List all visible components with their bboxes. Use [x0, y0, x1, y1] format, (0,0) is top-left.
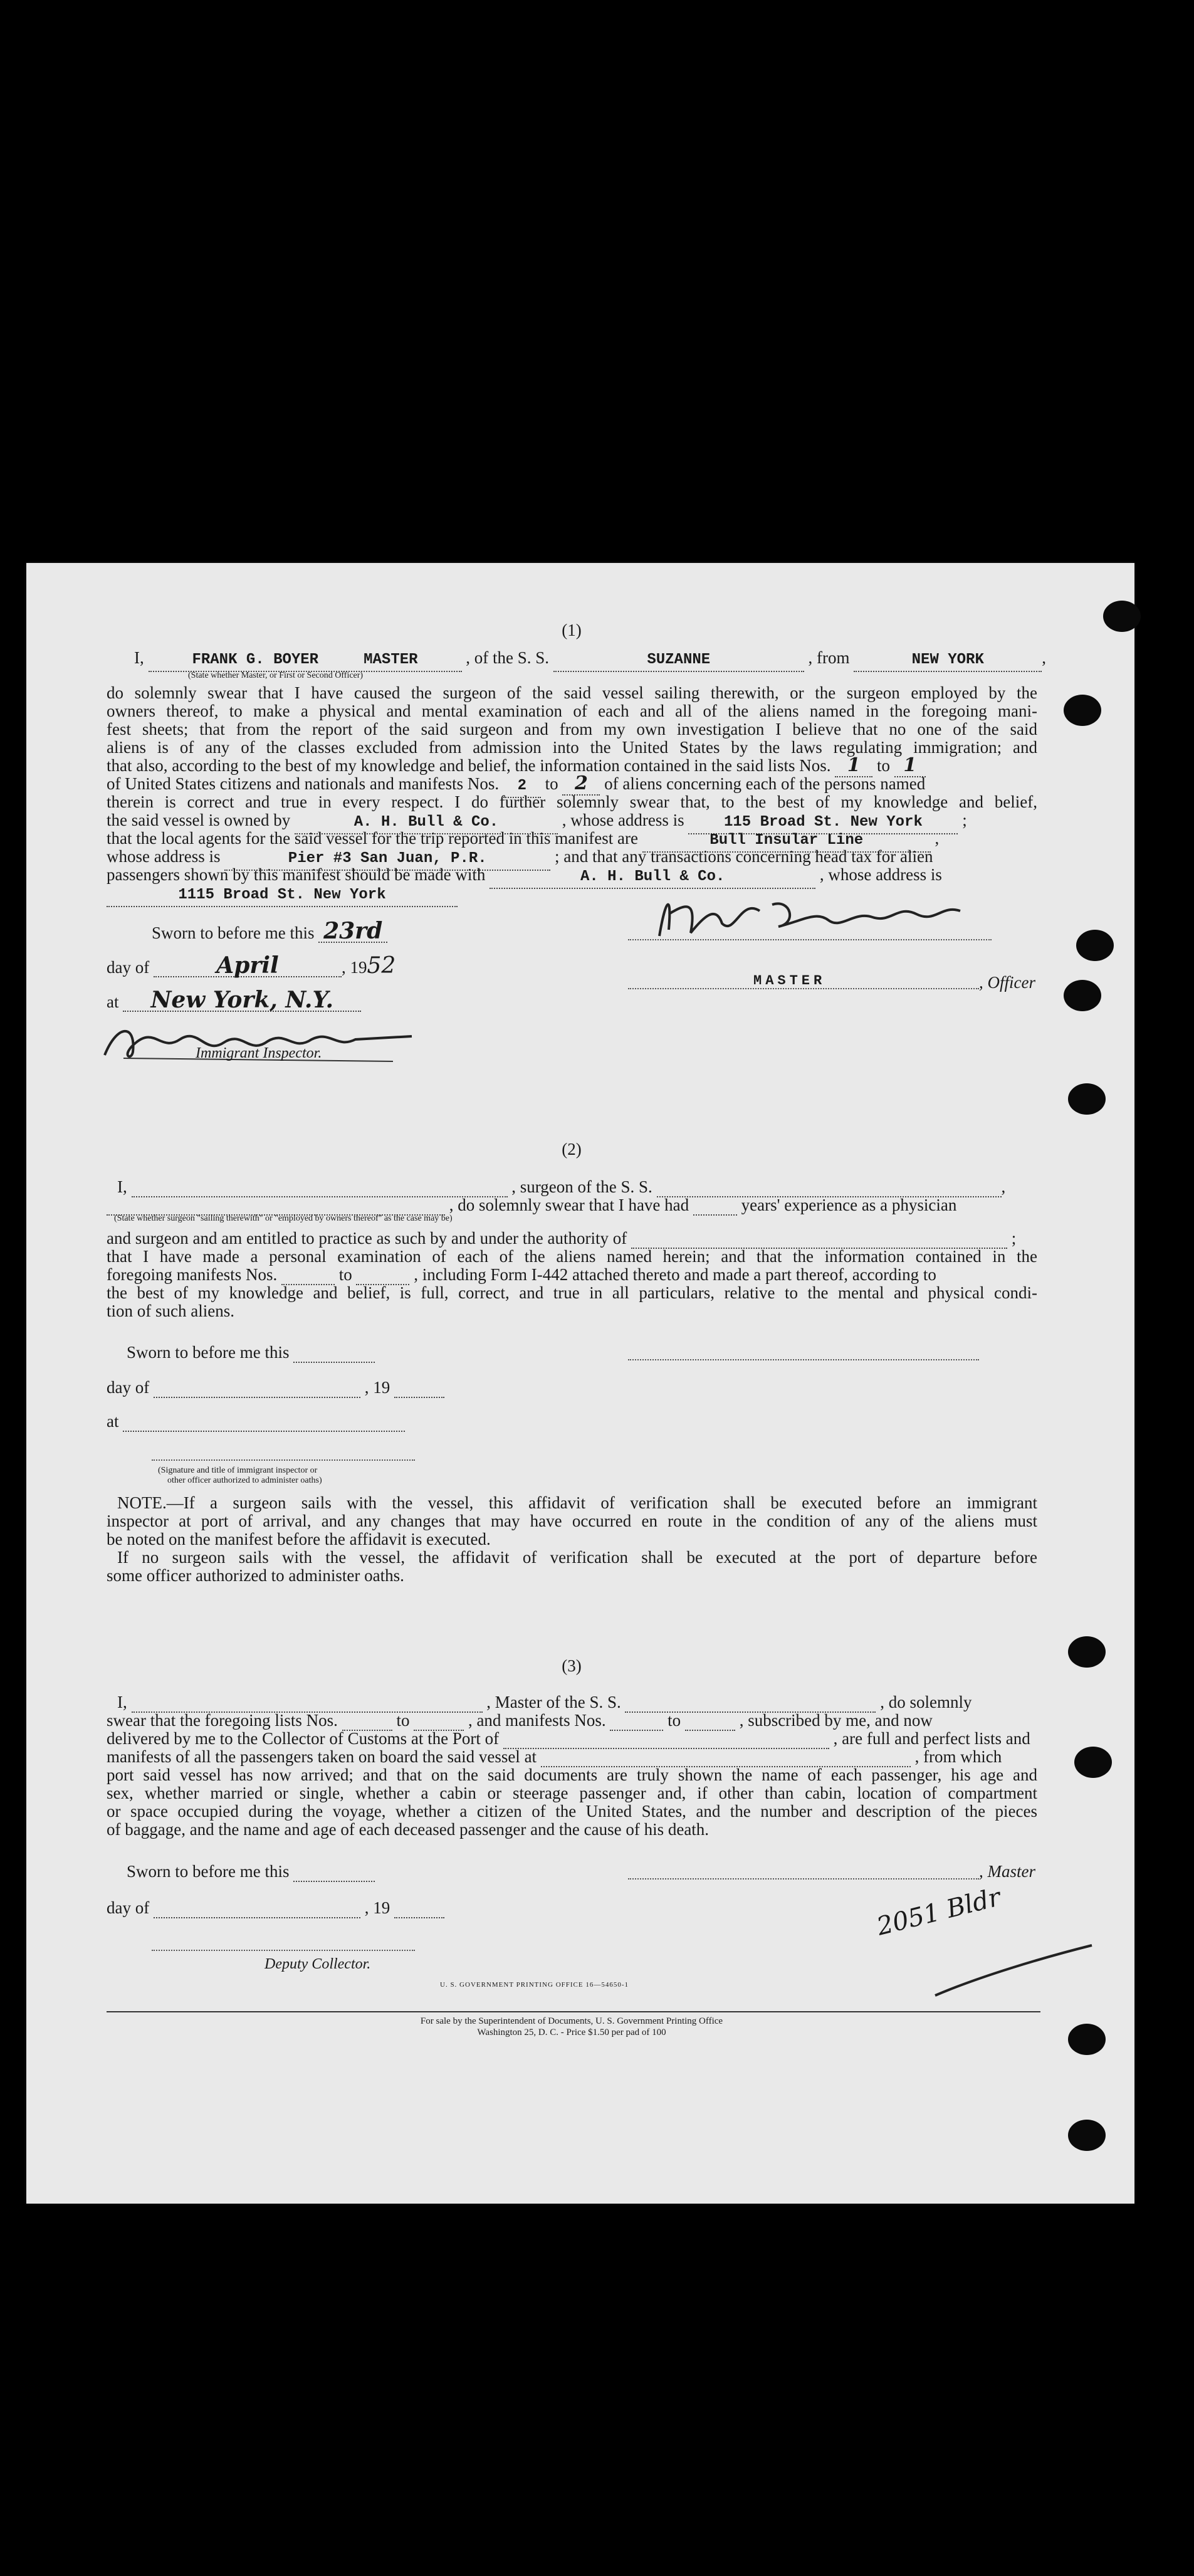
- note-line: be noted on the manifest before the affidavit is executed.: [107, 1530, 491, 1548]
- label-to: to: [545, 774, 558, 793]
- deputy-signature-line[interactable]: [152, 1950, 415, 1951]
- head-tax-address-field[interactable]: 1115 Broad St. New York: [107, 885, 458, 907]
- years-field[interactable]: [693, 1198, 737, 1216]
- section-2-year-field[interactable]: [394, 1380, 444, 1398]
- sworn-day-field[interactable]: 23rd: [318, 920, 387, 943]
- punch-hole: [1064, 695, 1101, 726]
- section-2-text-line: the best of my knowledge and belief, is full, correct, and true in all particulars, relative to the mental and physical condi-: [107, 1283, 1037, 1302]
- sworn-label: Sworn to before me this: [152, 923, 315, 942]
- sig-note-line-1: (Signature and title of immigrant inspector or: [158, 1466, 318, 1475]
- lists-to-field[interactable]: 1: [894, 755, 926, 777]
- manifests-label: of United States citizens and nationals and manifests Nos.: [107, 774, 500, 793]
- day-of-label: day of: [107, 1898, 150, 1917]
- label-i: I,: [117, 1177, 127, 1196]
- label-master-of: , Master of the S. S.: [486, 1693, 621, 1711]
- sale-line-1: For sale by the Superintendent of Documents, U. S. Government Printing Office: [420, 2016, 723, 2026]
- head-tax-label: ; and that any transactions concerning head tax for alien: [554, 847, 933, 866]
- section-2-month-field[interactable]: [154, 1380, 360, 1398]
- place-field[interactable]: New York, N.Y.: [123, 989, 361, 1012]
- section-3-text-line: of baggage, and the name and age of each deceased passenger and the cause of his death.: [107, 1820, 710, 1839]
- section-1-text-line: do solemnly swear that I have caused the surgeon of the said vessel sailing therewith, or the surgeon employed by the: [107, 683, 1037, 702]
- handwritten-annotation: 2051 Bldr: [874, 1883, 1004, 1942]
- document-page: [26, 563, 1134, 2204]
- at-line: [107, 989, 361, 1012]
- month-field[interactable]: April: [154, 955, 342, 977]
- section-2-sworn-line: [127, 1342, 375, 1363]
- section-1-owner-line: the said vessel is owned by A. H. Bull & Co. , whose address is 115 Broad St. New York ;: [107, 809, 967, 834]
- section-3-sworn-line: [127, 1861, 375, 1882]
- sworn-label: Sworn to before me this: [127, 1862, 290, 1881]
- punch-hole: [1076, 930, 1114, 961]
- note-line: If no surgeon sails with the vessel, the affidavit of verification shall be executed at the port of departure before: [117, 1548, 1037, 1567]
- section-1-agents-line: that the local agents for the said vessel for the trip reported in this manifest are Bull Insular Line ,: [107, 828, 939, 853]
- section-2-text-line: tion of such aliens.: [107, 1301, 234, 1320]
- at-label: at: [107, 1412, 119, 1431]
- agents-field[interactable]: Bull Insular Line: [642, 830, 931, 853]
- label-to: to: [668, 1711, 681, 1730]
- lists-label: swear that the foregoing lists Nos.: [107, 1711, 338, 1730]
- section-2-text-line: that I have made a personal examination of each of the aliens named herein; and that the information contained in the: [107, 1247, 1037, 1266]
- section-3-month-field[interactable]: [154, 1901, 360, 1918]
- manifests-label: , and manifests Nos.: [468, 1711, 606, 1730]
- section-3-master-signature-line[interactable]: [628, 1878, 979, 1879]
- section-2-number: (2): [562, 1140, 582, 1159]
- officer-line: [628, 988, 979, 989]
- manifests-label-b: of aliens concerning each of the persons named: [604, 774, 926, 793]
- section-1-headtax-address-line: [107, 882, 458, 907]
- gpo-imprint: U. S. GOVERNMENT PRINTING OFFICE 16—54650-1: [440, 1981, 629, 1989]
- label-to: to: [396, 1711, 410, 1730]
- lists-label: that also, according to the best of my knowledge and belief, the information contained in the said lists Nos.: [107, 756, 831, 775]
- master-name-field[interactable]: [149, 649, 462, 672]
- note-line: NOTE.—If a surgeon sails with the vessel, this affidavit of verification shall be executed before an immigrant: [117, 1493, 1037, 1512]
- day-of-label: day of: [107, 1378, 150, 1397]
- master-title-value: MASTER: [364, 651, 418, 668]
- punch-hole: [1064, 980, 1101, 1011]
- owner-address-label: , whose address is: [562, 811, 684, 829]
- year-label: , 19: [364, 1898, 390, 1917]
- year-field[interactable]: 52: [367, 953, 396, 979]
- vessel-name-field[interactable]: SUZANNE: [553, 649, 804, 672]
- lists-from-field[interactable]: 1: [835, 755, 872, 777]
- note-line: some officer authorized to administer oaths.: [107, 1566, 404, 1585]
- punch-hole: [1068, 1083, 1106, 1115]
- surgeon-status-field[interactable]: [107, 1198, 445, 1216]
- label-years: years' experience as a physician: [741, 1196, 957, 1214]
- taken-label: manifests of all the passengers taken on board the said vessel at: [107, 1747, 537, 1766]
- section-3-sworn-field[interactable]: [293, 1864, 375, 1882]
- year-label: , 19: [364, 1378, 390, 1397]
- sale-line-2: Washington 25, D. C. - Price $1.50 per pad of 100: [477, 2027, 666, 2037]
- at-label: at: [107, 992, 119, 1011]
- note-line: inspector at port of arrival, and any changes that may have occurred en route in the condition of any of the aliens must: [107, 1511, 1037, 1530]
- day-of-label: day of: [107, 958, 150, 977]
- section-2-sworn-field[interactable]: [293, 1345, 375, 1363]
- inspector-label: Immigrant Inspector.: [196, 1045, 322, 1061]
- label-from: , from: [808, 648, 850, 667]
- sig-note-line-2: other officer authorized to administer oaths): [167, 1476, 322, 1485]
- manifests-from-field[interactable]: 2: [503, 775, 541, 798]
- day-of-line: day of April , 1952: [107, 952, 396, 979]
- agents-address-label: whose address is: [107, 847, 221, 866]
- owner-address-field[interactable]: 115 Broad St. New York: [688, 812, 958, 834]
- master-name-value: FRANK G. BOYER: [192, 651, 319, 668]
- section-2-years-line: [107, 1194, 956, 1216]
- agents-label: that the local agents for the said vessel for the trip reported in this manifest are: [107, 829, 638, 848]
- section-2-day-line: [107, 1377, 444, 1398]
- annotation-stroke: [929, 1939, 1104, 2002]
- footer-rule: [107, 2011, 1040, 2012]
- departure-port-field[interactable]: NEW YORK: [854, 649, 1042, 672]
- section-3-text-line: or space occupied during the voyage, whether a citizen of the United States, and the number and description of the pieces: [107, 1802, 1037, 1821]
- section-1-text-line: owners thereof, to make a physical and mental examination of each and all of the aliens named in the foregoing mani-: [107, 702, 1037, 720]
- section-2-authority-line: and surgeon and am entitled to practice as such by and under the authority of ;: [107, 1229, 1017, 1248]
- section-1-text-line: therein is correct and true in every respect. I do further solemnly swear that, to the best of my knowledge and belief,: [107, 792, 1037, 811]
- label-solemnly: , do solemnly: [880, 1693, 972, 1711]
- sworn-label: Sworn to before me this: [127, 1343, 290, 1362]
- label-of-ss: , of the S. S.: [466, 648, 550, 667]
- authority-label: and surgeon and am entitled to practice as such by and under the authority of: [107, 1229, 627, 1248]
- sworn-line: [152, 920, 387, 944]
- section-1-text-line: aliens is of any of the classes excluded from admission into the United States by the laws regulating immigration; and: [107, 738, 1037, 757]
- master-signature: [647, 886, 973, 942]
- section-1-opening-line: I, FRANK G. BOYER MASTER , of the S. S. SUZANNE , from NEW YORK ,: [134, 647, 1046, 672]
- officer-label: , Officer: [979, 973, 1035, 992]
- state-note-master: (State whether Master, or First or Second Officer): [188, 671, 364, 680]
- from-which-label: , from which: [914, 1747, 1002, 1766]
- section-3-year-field[interactable]: [394, 1901, 444, 1918]
- section-2-place-field[interactable]: [123, 1414, 405, 1432]
- section-3-number: (3): [562, 1656, 582, 1675]
- manifests-label: foregoing manifests Nos.: [107, 1265, 278, 1284]
- head-tax-address-label: , whose address is: [819, 865, 942, 884]
- punch-hole: [1068, 2120, 1106, 2151]
- label-i: I,: [117, 1693, 127, 1711]
- punch-hole: [1074, 1747, 1112, 1778]
- manifests-to-field[interactable]: 2: [562, 773, 600, 796]
- officer-title: MASTER: [753, 973, 826, 989]
- label-i: I,: [134, 648, 144, 667]
- head-tax-agent-field[interactable]: A. H. Bull & Co.: [490, 866, 815, 889]
- form-label: , including Form I-442 attached thereto and made a part thereof, according to: [414, 1265, 936, 1284]
- owner-field[interactable]: A. H. Bull & Co.: [295, 812, 558, 834]
- surgeon-signature-line[interactable]: [628, 1359, 979, 1360]
- section-1-text-line: fest sheets; that from the report of the said surgeon and from my own investigation I believe that no one of the said: [107, 720, 1037, 739]
- full-lists-label: , are full and perfect lists and: [833, 1729, 1030, 1748]
- collector-label: delivered by me to the Collector of Customs at the Port of: [107, 1729, 500, 1748]
- deputy-collector-label: Deputy Collector.: [264, 1956, 371, 1972]
- section-3-text-line: sex, whether married or single, whether a cabin or steerage passenger and, if other than cabin, location of compartment: [107, 1784, 1037, 1802]
- passengers-label: passengers shown by this manifest should be made with: [107, 865, 486, 884]
- subscribed-label: , subscribed by me, and now: [739, 1711, 933, 1730]
- label-surgeon-of: , surgeon of the S. S.: [511, 1177, 652, 1196]
- owned-by-label: the said vessel is owned by: [107, 811, 291, 829]
- label-to: to: [338, 1265, 352, 1284]
- section-3-day-line: [107, 1897, 444, 1918]
- label-to: to: [876, 756, 890, 775]
- section-2-at-line: [107, 1411, 405, 1432]
- master-signature-line: [628, 939, 992, 940]
- inspector-signature-line[interactable]: [152, 1459, 415, 1461]
- year-prefix: 19: [350, 958, 367, 977]
- state-note-surgeon: (State whether surgeon "sailing therewith" or "employed by owners thereof" as the case may be): [114, 1214, 453, 1223]
- label-solemnly: , do solemnly swear that I have had: [449, 1196, 689, 1214]
- master-label: , Master: [979, 1862, 1035, 1881]
- agents-address-field[interactable]: Pier #3 San Juan, P.R.: [224, 848, 550, 871]
- section-2-opening-line: I, , surgeon of the S. S. ,: [117, 1177, 1006, 1196]
- section-3-text-line: port said vessel has now arrived; and that on the said documents are truly shown the name of each passenger, his age and: [107, 1765, 1037, 1784]
- section-1-number: (1): [562, 621, 582, 639]
